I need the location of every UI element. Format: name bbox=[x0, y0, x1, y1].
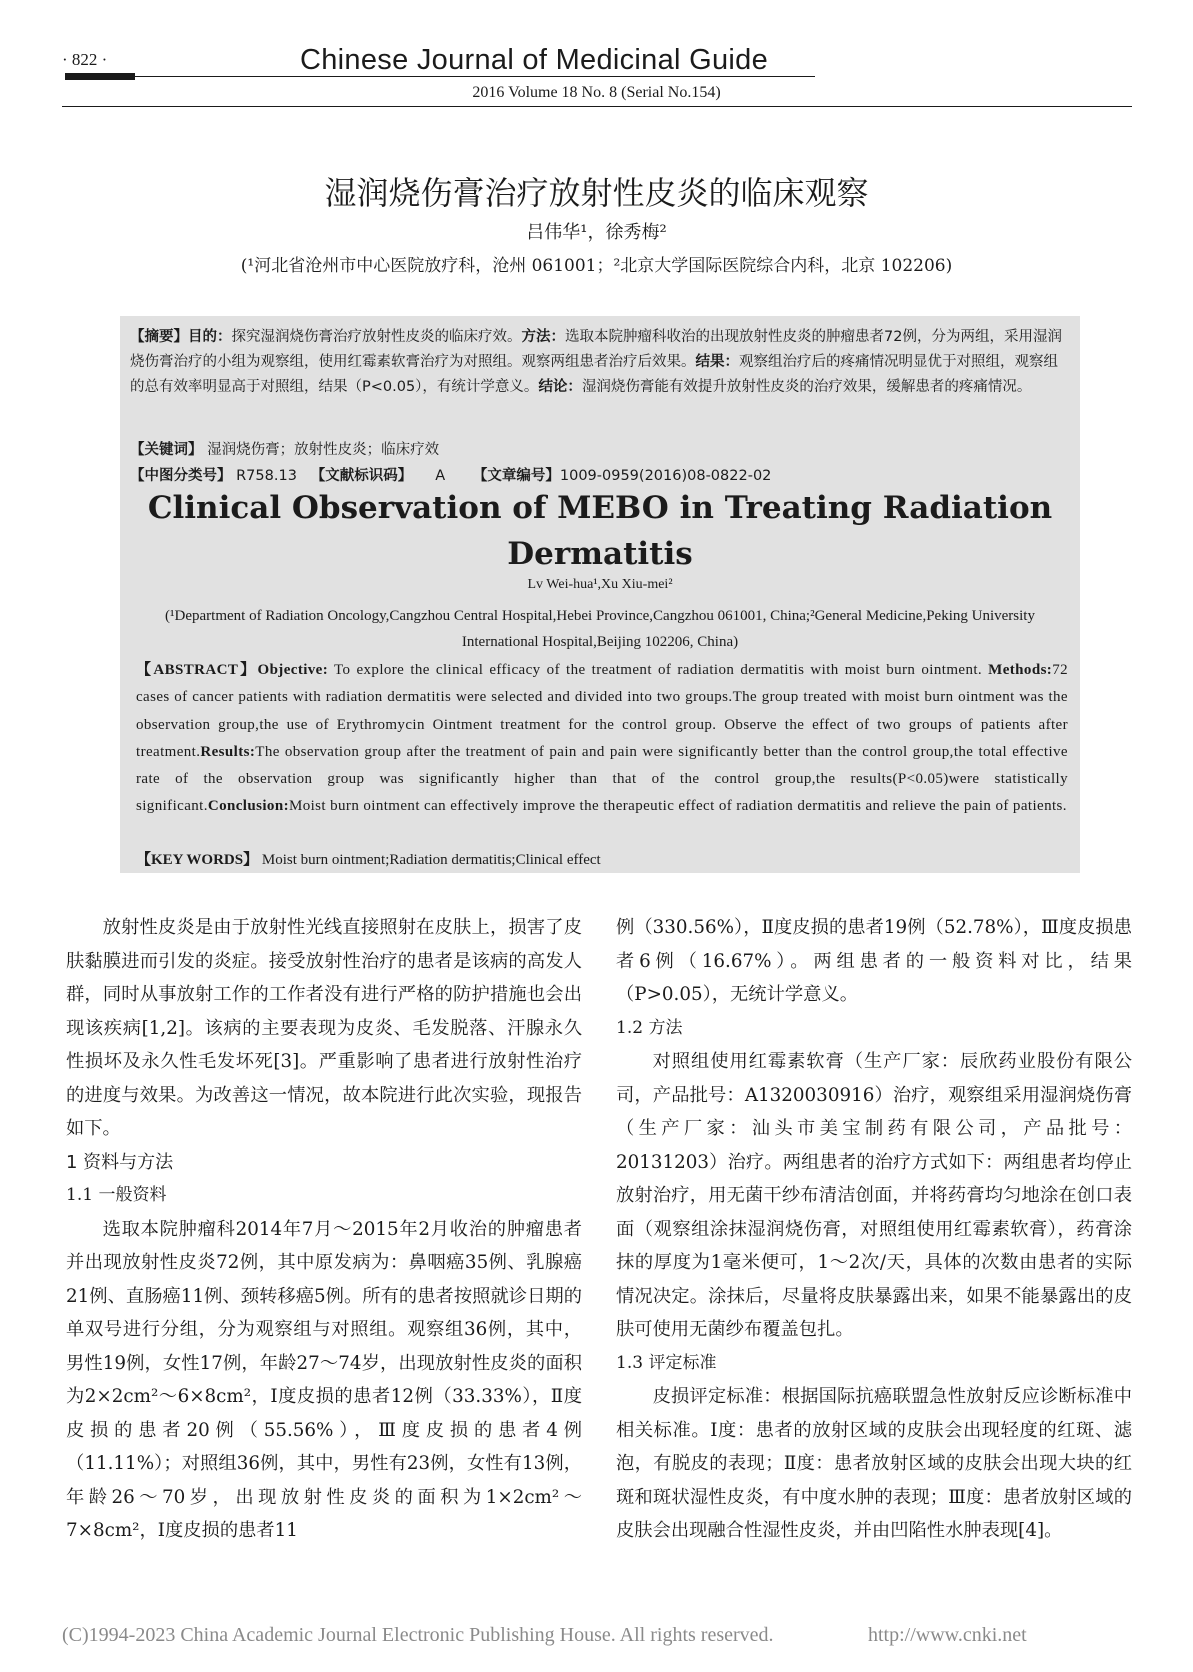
authors-en: Lv Wei-hua¹,Xu Xiu-mei² bbox=[527, 577, 673, 592]
objective-cn: 探究湿润烧伤膏治疗放射性皮炎的临床疗效。 bbox=[231, 329, 522, 345]
results-cn: 观察组治疗后的疼痛情况明显优于对照组，观察组的总有效率明显高于对照组，结果（P<0.05），有统计学意义。 bbox=[130, 354, 1058, 395]
criteria-paragraph: 皮损评定标准：根据国际抗癌联盟急性放射反应诊断标准中相关标准。Ⅰ度：患者的放射区域的皮肤会出现轻度的红斑、滤泡，有脱皮的表现；Ⅱ度：患者放射区域的皮肤会出现大块的红斑和斑状湿性皮炎，有中度水肿的表现；Ⅲ度：患者放射区域的皮肤会出现融合性湿性皮炎，并由凹陷性水肿表现[4]。 bbox=[616, 1386, 1132, 1541]
subsection-heading-1-3: 1.3 评定标准 bbox=[616, 1352, 717, 1373]
results-label-cn: 结果： bbox=[695, 354, 739, 370]
journal-title: Chinese Journal of Medicinal Guide bbox=[300, 44, 769, 76]
conclusion-en: Moist burn ointment can effectively improve the therapeutic effect of radiation dermatitis and relieve the pain of patients. bbox=[288, 798, 1067, 815]
affiliation-en: (¹Department of Radiation Oncology,Cangzhou Central Hospital,Hebei Province,Cangzhou 061001, China;²General Medicine,Peking University International Hospital,Beijing 102206, China) bbox=[165, 608, 1035, 650]
article-title-cn: 湿润烧伤膏治疗放射性皮炎的临床观察 bbox=[324, 174, 869, 212]
article-title-en: Clinical Observation of MEBO in Treating Radiation Dermatitis bbox=[147, 490, 1053, 572]
keywords-value-en: Moist burn ointment;Radiation dermatitis;Clinical effect bbox=[258, 852, 601, 868]
methods-paragraph: 对照组使用红霉素软膏（生产厂家：辰欣药业股份有限公司，产品批号：A1320030916）治疗，观察组采用湿润烧伤膏（生产厂家：汕头市美宝制药有限公司，产品批号：20131203）治疗。两组患者的治疗方式如下：两组患者均停止放射治疗，用无菌干纱布清洁创面，并将药膏均匀地涂在创口表面（观察组涂抹湿润烧伤膏，对照组使用红霉素软膏），药膏涂抹的厚度为1毫米便可，1～2次/天，具体的次数由患者的实际情况决定。涂抹后，尽量将皮肤暴露出来，如果不能暴露出的皮肤可使用无菌纱布覆盖包扎。 bbox=[616, 1051, 1132, 1340]
footer-copyright: (C)1994-2023 China Academic Journal Electronic Publishing House. All rights reserved. bbox=[62, 1624, 774, 1646]
class-value: R758.13 bbox=[236, 468, 297, 484]
keywords-en bbox=[136, 848, 1068, 869]
conclusion-label-cn: 结论： bbox=[538, 379, 582, 395]
abstract-label-cn: 【摘要】 bbox=[130, 329, 188, 345]
methods-en: 72 cases of cancer patients with radiation dermatitis were selected and divided into two groups.The group treated with moist burn ointment was the observation group,the use of Erythromycin Ointment treatment for the control group. Observe the effect of two groups of patients after treatment. bbox=[136, 662, 1069, 760]
methods-cn: 选取本院肿瘤科收治的出现放射性皮炎的肿瘤患者72例，分为两组，采用湿润烧伤膏治疗的小组为观察组，使用红霉素软膏治疗为对照组。观察两组患者治疗后效果。 bbox=[130, 329, 1062, 370]
keywords-label-en: 【KEY WORDS】 bbox=[136, 852, 259, 868]
body-column-right bbox=[616, 911, 1132, 1548]
methods-label-cn: 方法： bbox=[521, 329, 565, 345]
conclusion-cn: 湿润烧伤膏能有效提升放射性皮炎的治疗效果，缓解患者的疼痛情况。 bbox=[581, 379, 1032, 395]
keywords-cn bbox=[130, 438, 1070, 463]
objective-label-en: Objective: bbox=[257, 662, 329, 678]
header-divider bbox=[62, 106, 1132, 107]
abstract-en bbox=[136, 657, 1068, 821]
abstract-label-en: 【ABSTRACT】 bbox=[136, 662, 258, 678]
results-label-en: Results: bbox=[200, 743, 256, 760]
objective-en: To explore the clinical efficacy of the treatment of radiation dermatitis with moist burn ointment. bbox=[328, 662, 983, 678]
class-label: 【中图分类号】 bbox=[130, 468, 232, 484]
footer-url-link[interactable]: http://www.cnki.net bbox=[868, 1624, 1027, 1646]
body-column-left bbox=[66, 911, 582, 1548]
intro-paragraph: 放射性皮炎是由于放射性光线直接照射在皮肤上，损害了皮肤黏膜进而引发的炎症。接受放射性治疗的患者是该病的高发人群，同时从事放射工作的工作者没有进行严格的防护措施也会出现该疾病[1,2]。该病的主要表现为皮炎、毛发脱落、汗腺永久性损坏及永久性毛发坏死[3]。严重影响了患者进行放射性治疗的进度与效果。为改善这一情况，故本院进行此次实验，现报告如下。 bbox=[66, 917, 582, 1139]
doc-label: 【文献标识码】 bbox=[310, 468, 413, 484]
results-en: The observation group after the treatment of pain and pain were significantly better than the control group,the total effective rate of the observation group was significantly higher than that of the control group,the results(P<0.05)were statistically significant. bbox=[136, 743, 1068, 815]
subsection-heading-1-2: 1.2 方法 bbox=[616, 1017, 683, 1038]
section-heading-1: 1 资料与方法 bbox=[66, 1151, 174, 1173]
page-number: · 822 · bbox=[62, 50, 108, 69]
keywords-value-cn: 湿润烧伤膏；放射性皮炎；临床疗效 bbox=[207, 442, 440, 458]
article-value: 1009-0959(2016)08-0822-02 bbox=[559, 468, 772, 484]
general-data-continued: 例（330.56%），Ⅱ度皮损的患者19例（52.78%），Ⅲ度皮损患者6例（16.67%）。两组患者的一般资料对比，结果（P>0.05），无统计学意义。 bbox=[616, 917, 1132, 1005]
affiliation-cn: (¹河北省沧州市中心医院放疗科，沧州 061001；²北京大学国际医院综合内科，北京 102206) bbox=[240, 256, 953, 276]
doc-value: A bbox=[435, 468, 446, 484]
keywords-label-cn: 【关键词】 bbox=[130, 442, 203, 458]
general-data-paragraph: 选取本院肿瘤科2014年7月～2015年2月收治的肿瘤患者并出现放射性皮炎72例，其中原发病为：鼻咽癌35例、乳腺癌21例、直肠癌11例、颈转移癌5例。所有的患者按照就诊日期的单双号进行分组，分为观察组与对照组。观察组36例，其中，男性19例，女性17例，年龄27～74岁，出现放射性皮炎的面积为2×2cm²～6×8cm²，Ⅰ度皮损的患者12例（33.33%），Ⅱ度皮损的患者20例（55.56%），Ⅲ度皮损的患者4例（11.11%）；对照组36例，其中，男性有23例，女性有13例，年龄26～70岁，出现放射性皮炎的面积为1×2cm²～7×8cm²，Ⅰ度皮损的患者11 bbox=[66, 1218, 582, 1541]
article-label: 【文章编号】 bbox=[472, 468, 560, 484]
authors-cn: 吕伟华¹，徐秀梅² bbox=[526, 222, 667, 243]
header-rule-thick bbox=[65, 73, 135, 80]
subsection-heading-1-1: 1.1 一般资料 bbox=[66, 1185, 167, 1205]
objective-label-cn: 目的： bbox=[188, 329, 232, 345]
abstract-cn bbox=[130, 325, 1070, 400]
conclusion-label-en: Conclusion: bbox=[207, 798, 289, 815]
journal-issue: 2016 Volume 18 No. 8 (Serial No.154) bbox=[472, 84, 721, 101]
methods-label-en: Methods: bbox=[988, 662, 1053, 678]
